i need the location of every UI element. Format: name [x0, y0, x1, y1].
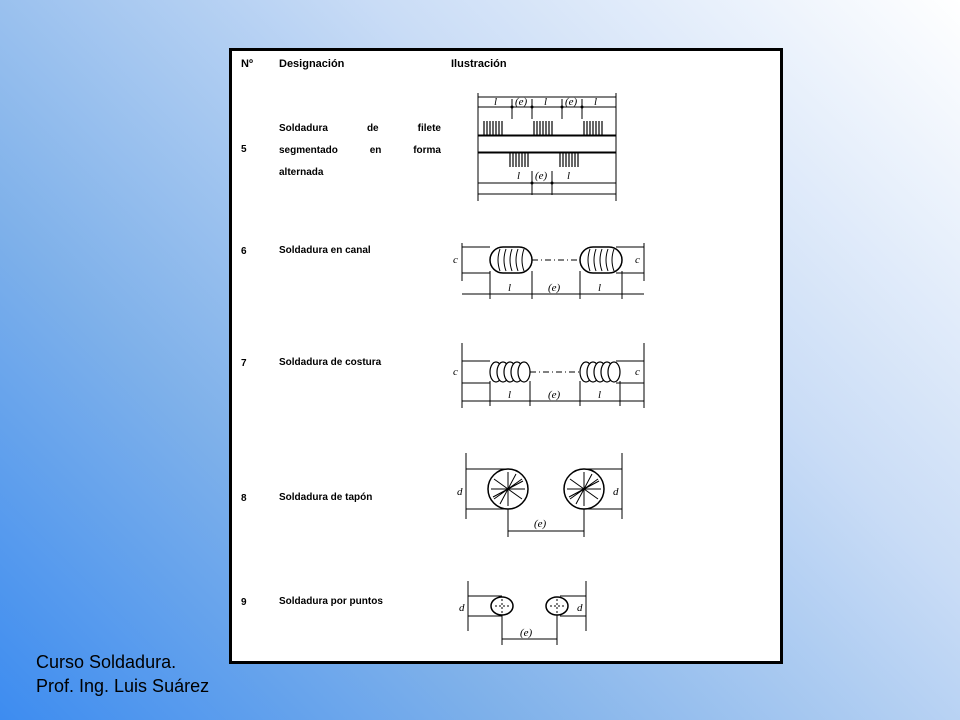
row-7-designation: Soldadura de costura [279, 357, 382, 368]
row-8-number: 8 [241, 493, 247, 504]
svg-text:l: l [598, 282, 602, 294]
svg-text:d: d [457, 486, 463, 498]
svg-text:(e): (e) [520, 627, 533, 639]
illustration-slot-weld [453, 243, 644, 299]
svg-text:l: l [567, 170, 571, 182]
footer-credits [36, 650, 209, 698]
header-number: Nº [241, 58, 253, 70]
row-8-designation: Soldadura de tapón [279, 492, 373, 503]
header-designation: Designación [279, 58, 345, 70]
svg-text:l: l [508, 389, 512, 401]
row-5-number: 5 [241, 144, 247, 155]
row-6-number: 6 [241, 246, 247, 257]
svg-text:(e): (e) [548, 389, 561, 401]
svg-text:(e): (e) [565, 96, 578, 108]
svg-text:c: c [635, 254, 640, 266]
svg-text:(e): (e) [515, 96, 528, 108]
illustrations-svg [232, 51, 780, 661]
row-7-number: 7 [241, 358, 247, 369]
svg-text:(e): (e) [535, 170, 548, 182]
svg-text:l: l [544, 96, 548, 108]
header-illustration: Ilustración [451, 58, 507, 70]
svg-text:l: l [508, 282, 512, 294]
illustration-plug-weld [457, 453, 622, 537]
svg-text:l: l [494, 96, 498, 108]
row-9-designation: Soldadura por puntos [279, 596, 383, 607]
svg-text:c: c [635, 366, 640, 378]
svg-text:(e): (e) [548, 282, 561, 294]
illustration-spot-weld [459, 581, 586, 645]
svg-text:l: l [517, 170, 521, 182]
svg-text:l: l [598, 389, 602, 401]
row-5-designation: Soldadura de filete segmentado en forma alternada [279, 123, 441, 178]
svg-text:d: d [459, 602, 465, 614]
illustration-seam-weld [453, 343, 644, 408]
footer-author: Prof. Ing. Luis Suárez [36, 676, 210, 696]
svg-text:d: d [613, 486, 619, 498]
svg-text:l: l [594, 96, 598, 108]
row-9-number: 9 [241, 597, 247, 608]
row-6-designation: Soldadura en canal [279, 245, 371, 256]
svg-text:c: c [453, 254, 458, 266]
weld-types-table [229, 48, 783, 664]
illustration-intermittent-fillet [478, 93, 616, 201]
svg-text:(e): (e) [534, 518, 547, 530]
footer-course: Curso Soldadura. [36, 652, 177, 672]
svg-text:c: c [453, 366, 458, 378]
svg-text:d: d [577, 602, 583, 614]
